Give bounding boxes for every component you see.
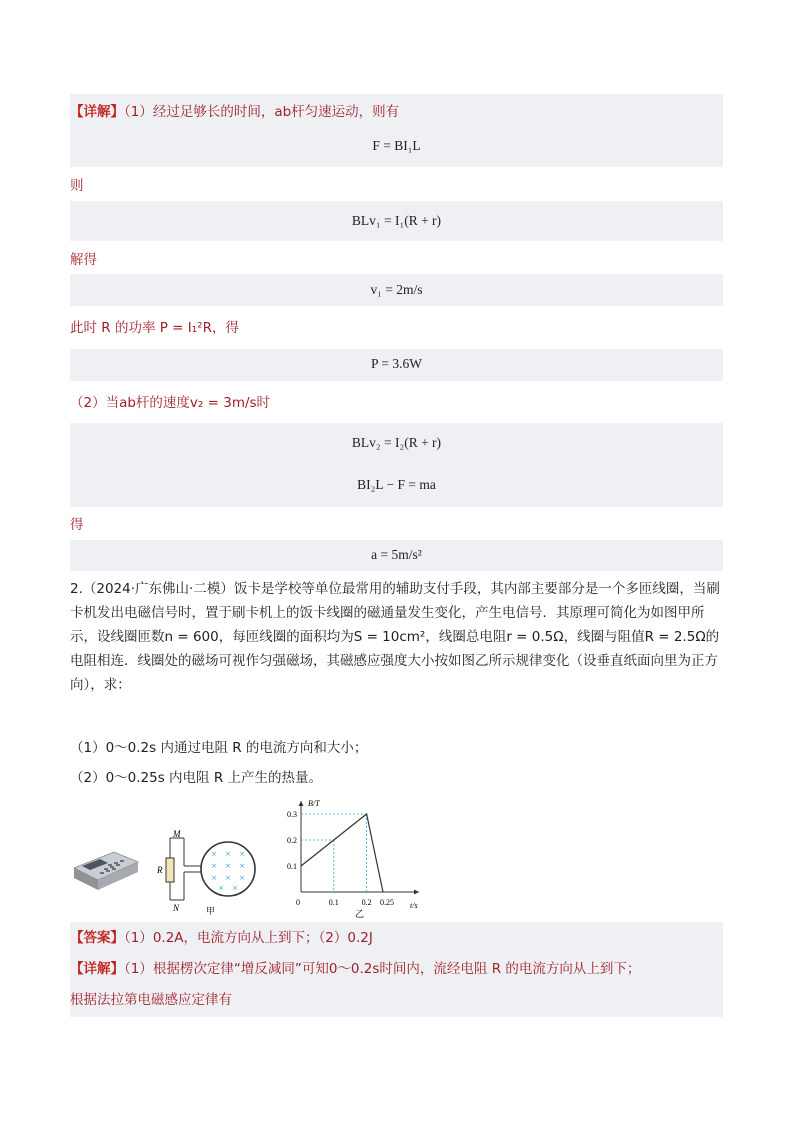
y-axis-arrow-icon (299, 801, 304, 806)
svg-text:×: × (218, 884, 224, 892)
answer-line (70, 928, 373, 948)
part2-line: （2）当ab杆的速度v₂ = 3m/s时 (70, 395, 271, 411)
label-yi: 乙 (355, 910, 365, 920)
label-N: N (173, 903, 180, 913)
label-R: R (157, 865, 163, 875)
equation-7: a = 5m/s² (371, 547, 422, 562)
svg-text:×: × (239, 874, 245, 882)
text-jiede: 解得 (70, 252, 97, 268)
detail-tag: 【详解】 (70, 104, 124, 120)
text-de: 得 (70, 517, 84, 533)
origin-label: 0 (296, 898, 300, 907)
svg-text:×: × (225, 850, 231, 858)
svg-text:×: × (211, 874, 217, 882)
y-tick-label: 0.1 (287, 862, 297, 871)
y-tick-label: 0.3 (287, 810, 297, 819)
answer-text: （1）0.2A，电流方向从上到下；（2）0.2J (124, 930, 373, 946)
power-line: 此时 R 的功率 P = I₁²R，得 (70, 320, 239, 336)
magnetic-field-crosses (211, 850, 245, 892)
equation-4: P = 3.6W (371, 356, 422, 371)
figure-jia (66, 800, 276, 920)
x-tick-label: 0.25 (380, 898, 394, 907)
x-tick-label: 0.1 (328, 898, 339, 907)
equation-2: BLv₁ = I₁(R + r) (351, 213, 442, 228)
y-tick-label: 0.2 (287, 836, 297, 845)
svg-text:×: × (225, 862, 231, 870)
equation-3: v₁ = 2m/s (370, 282, 423, 297)
problem-2-q2: （2）0～0.25s 内电阻 R 上产生的热量。 (70, 770, 323, 786)
figure-yi-chart (280, 795, 430, 920)
text-ze: 则 (70, 178, 84, 194)
detail2-line (70, 959, 640, 979)
svg-text:×: × (239, 850, 245, 858)
detail-line-1 (70, 102, 399, 122)
svg-text:×: × (232, 884, 238, 892)
detail2-line-2: 根据法拉第电磁感应定律有 (70, 992, 232, 1008)
chart-guides (301, 814, 367, 892)
problem-2-text: 2.（2024·广东佛山·二模）饭卡是学校等单位最常用的辅助支付手段，其内部主要部分是一个多匝线圈，当刷卡机发出电磁信号时，置于刷卡机上的饭卡线圈的磁通量发生变化，产生电信号．其原理可简化为如图甲所示，设线圈匝数n = 600，每匝线圈的面积均为S = 10cm²，线圈总电阻r = 0.5Ω，线圈与阻值R = 2.5Ω的电阻相连．线圈处的磁场可视作匀强磁场，其磁感应强度大小按如图乙所示规律变化（设垂直纸面向里为正方向），求： (70, 581, 720, 693)
x-tick-label: 0.2 (361, 898, 372, 907)
svg-text:×: × (225, 874, 231, 882)
label-M: M (173, 829, 181, 839)
y-axis-label: B/T (308, 799, 320, 808)
x-axis-label: t/s (410, 901, 418, 910)
detail-text: （1）经过足够长的时间，ab杆匀速运动，则有 (124, 104, 400, 120)
svg-text:×: × (211, 862, 217, 870)
svg-text:×: × (239, 862, 245, 870)
detail2-text: （1）根据楞次定律“增反减同”可知0～0.2s时间内，流经电阻 R 的电流方向从上到下； (124, 961, 641, 977)
label-jia: 甲 (206, 907, 216, 917)
equation-1: F = BI₁L (372, 138, 421, 153)
x-axis-arrow-icon (414, 890, 419, 895)
detail2-tag: 【详解】 (70, 961, 124, 977)
equation-6: BI₂L − F = ma (357, 477, 436, 492)
answer-tag: 【答案】 (70, 930, 124, 946)
problem-2-q1: （1）0～0.2s 内通过电阻 R 的电流方向和大小； (70, 740, 368, 756)
data-series-line (301, 814, 383, 892)
equation-5: BLv₂ = I₂(R + r) (351, 435, 442, 450)
card-reader-image (74, 852, 138, 890)
svg-text:×: × (211, 850, 217, 858)
